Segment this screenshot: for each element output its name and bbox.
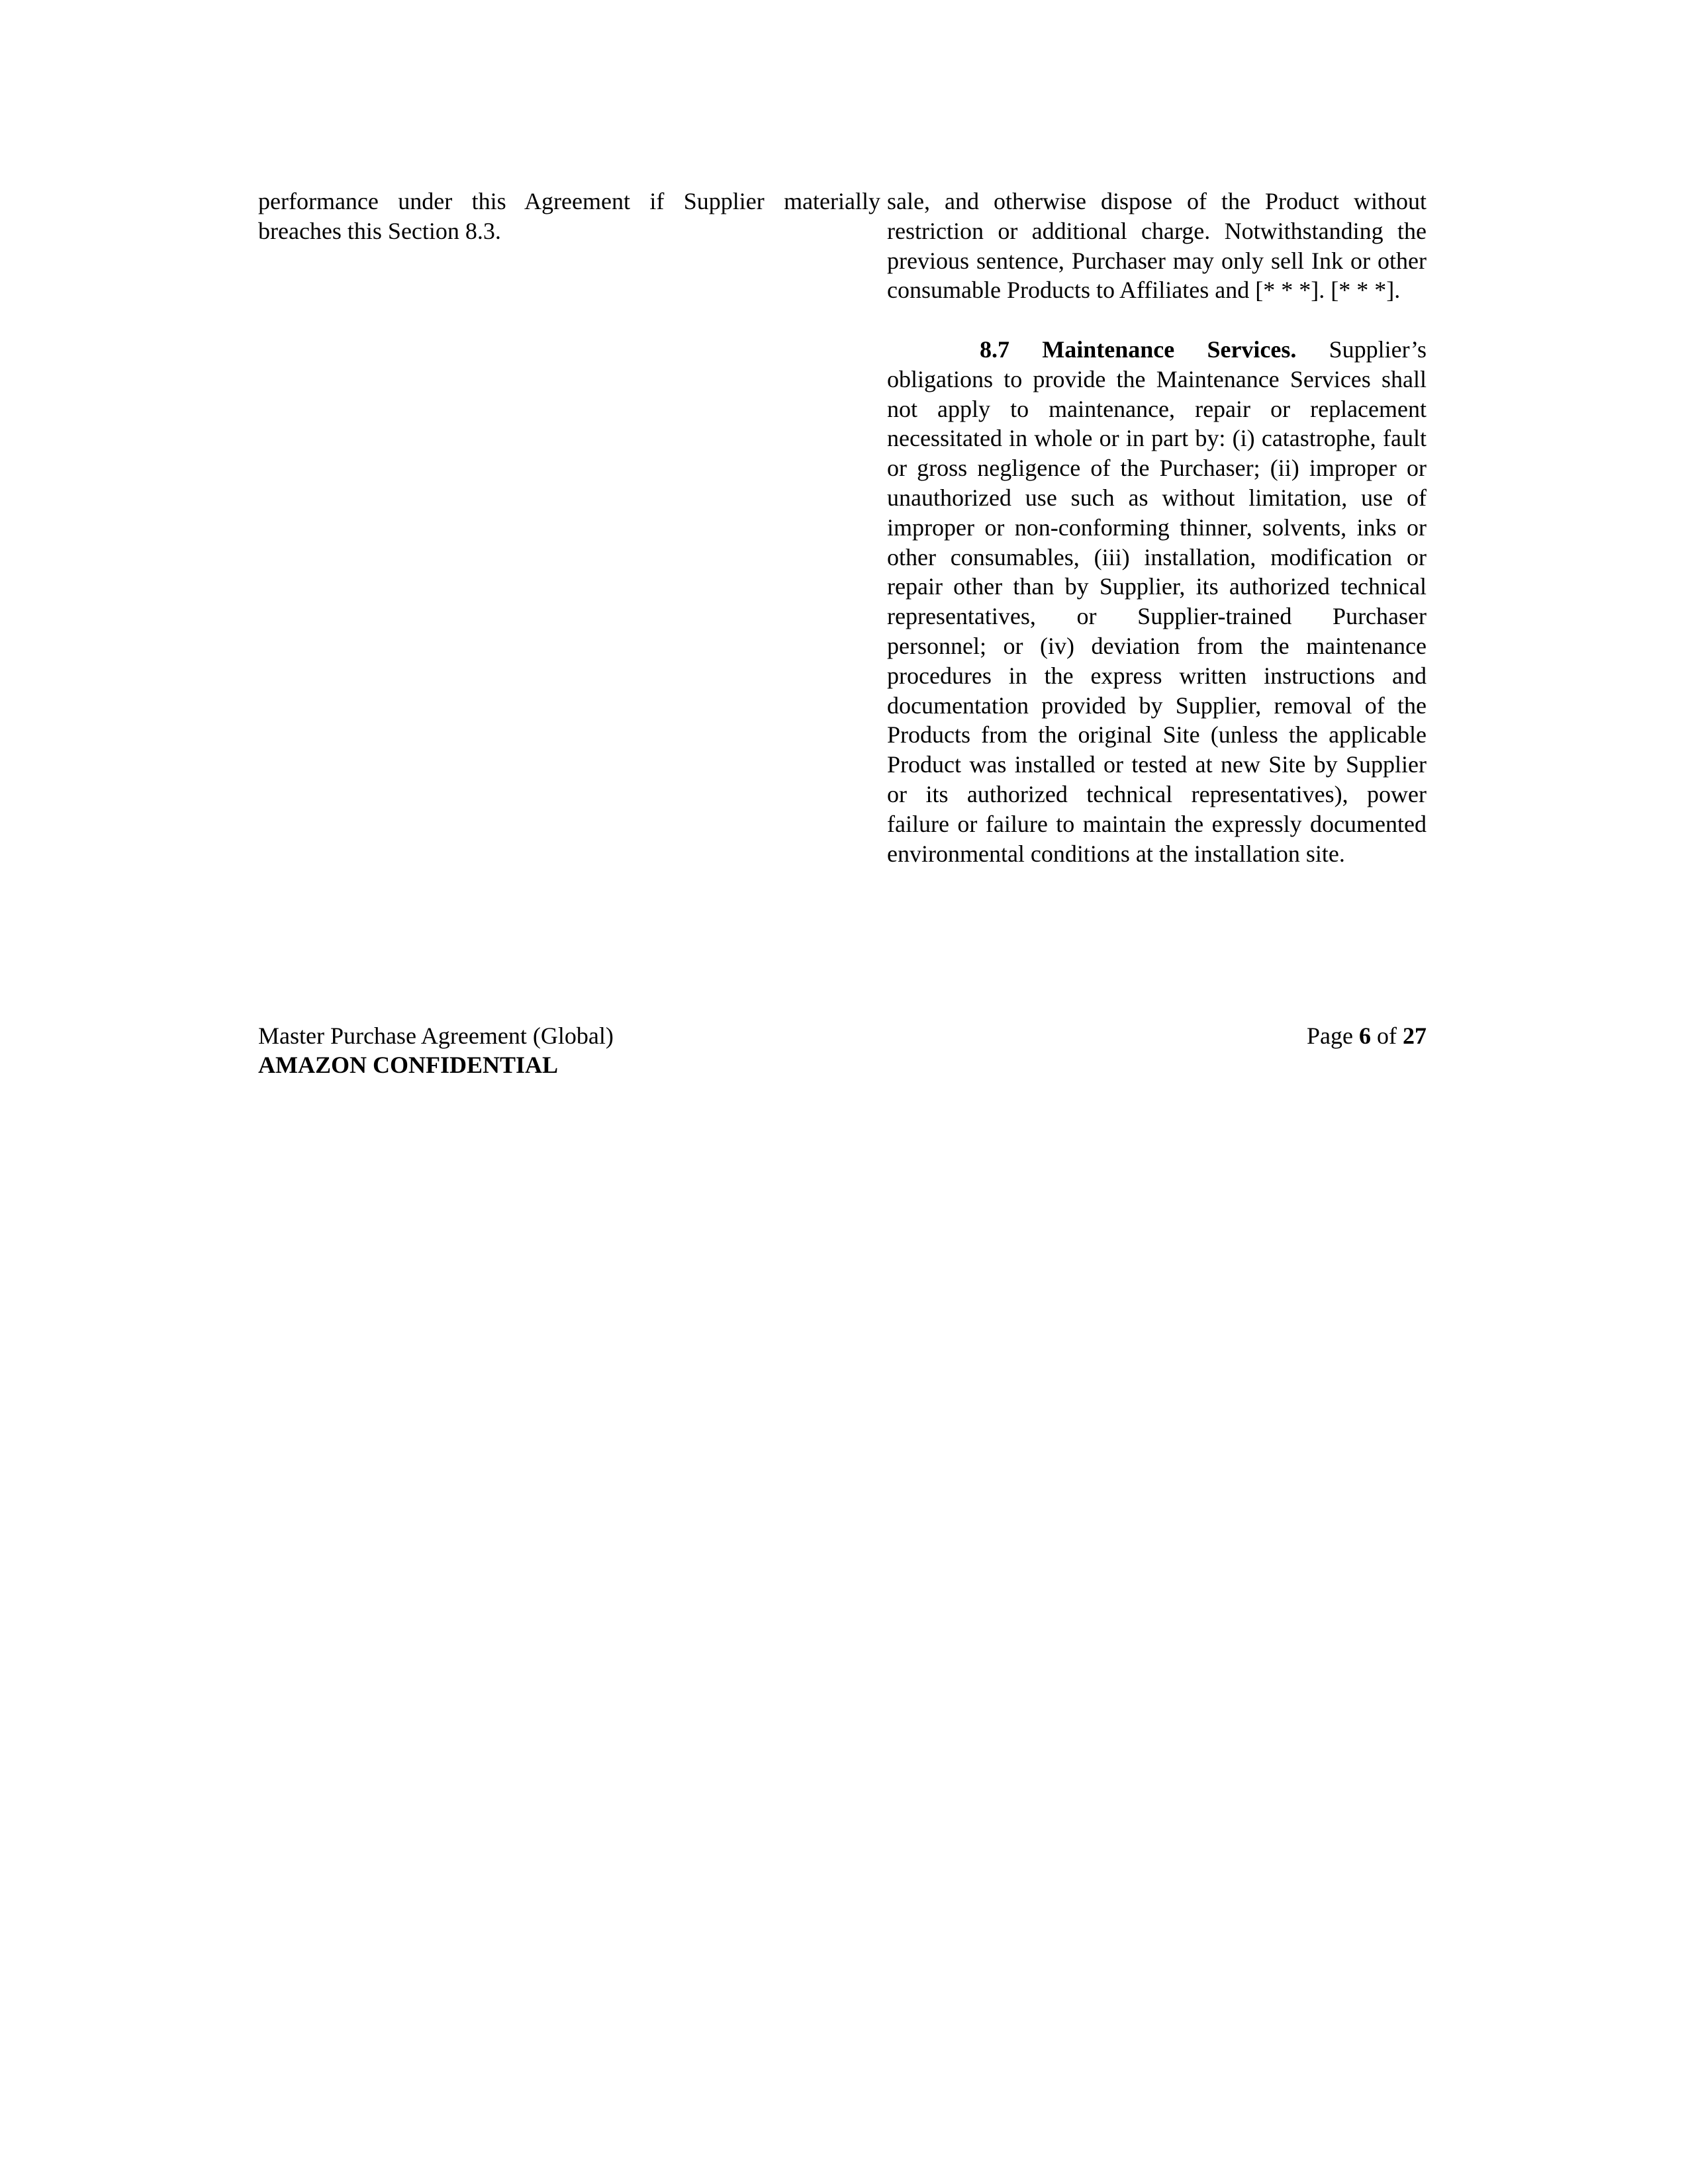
section-8-7-heading: 8.7 Maintenance Services. (980, 336, 1297, 363)
footer-left (258, 1021, 854, 1079)
paragraph-spacer (887, 305, 1427, 335)
left-column (258, 187, 880, 246)
left-column-paragraph: performance under this Agreement if Supplier materially breaches this Section 8.3. (258, 188, 880, 244)
footer-confidential-label: AMAZON CONFIDENTIAL (258, 1052, 559, 1078)
section-8-7-paragraph (887, 335, 1427, 868)
section-8-7-body: Supplier’s obligations to provide the Maintenance Services shall not apply to maintenance, repair or replacement necessitated in whole or in part by: (i) catastrophe, fault or gross negligence of the Purchaser; (ii) improper or unauthorized use such as without limitation, use of improper or non-conforming thinner, solvents, inks or other consumables, (iii) installation, modification or repair other than by Supplier, its authorized technical representatives, or Supplier-trained Purchaser personnel; or (iv) deviation from the maintenance procedures in the express written instructions and documentation provided by Supplier, removal of the Products from the original Site (unless the applicable Product was installed or tested at new Site by Supplier or its authorized technical representatives), power failure or failure to maintain the expressly documented environmental conditions at the installation site. (887, 336, 1427, 867)
page-total: 27 (1403, 1023, 1427, 1049)
page-prefix: Page (1307, 1023, 1359, 1049)
page-number (1125, 1021, 1427, 1050)
page-current: 6 (1359, 1023, 1371, 1049)
footer-doc-title: Master Purchase Agreement (Global) (258, 1023, 614, 1049)
page-of: of (1371, 1023, 1403, 1049)
right-column-paragraph: sale, and otherwise dispose of the Product without restriction or additional charge. Notwithstanding the previous sentence, Purchaser may only sell Ink or other consumable Products to Affiliates and [* * *]. [* * *]. (887, 188, 1427, 304)
right-column (887, 187, 1427, 868)
